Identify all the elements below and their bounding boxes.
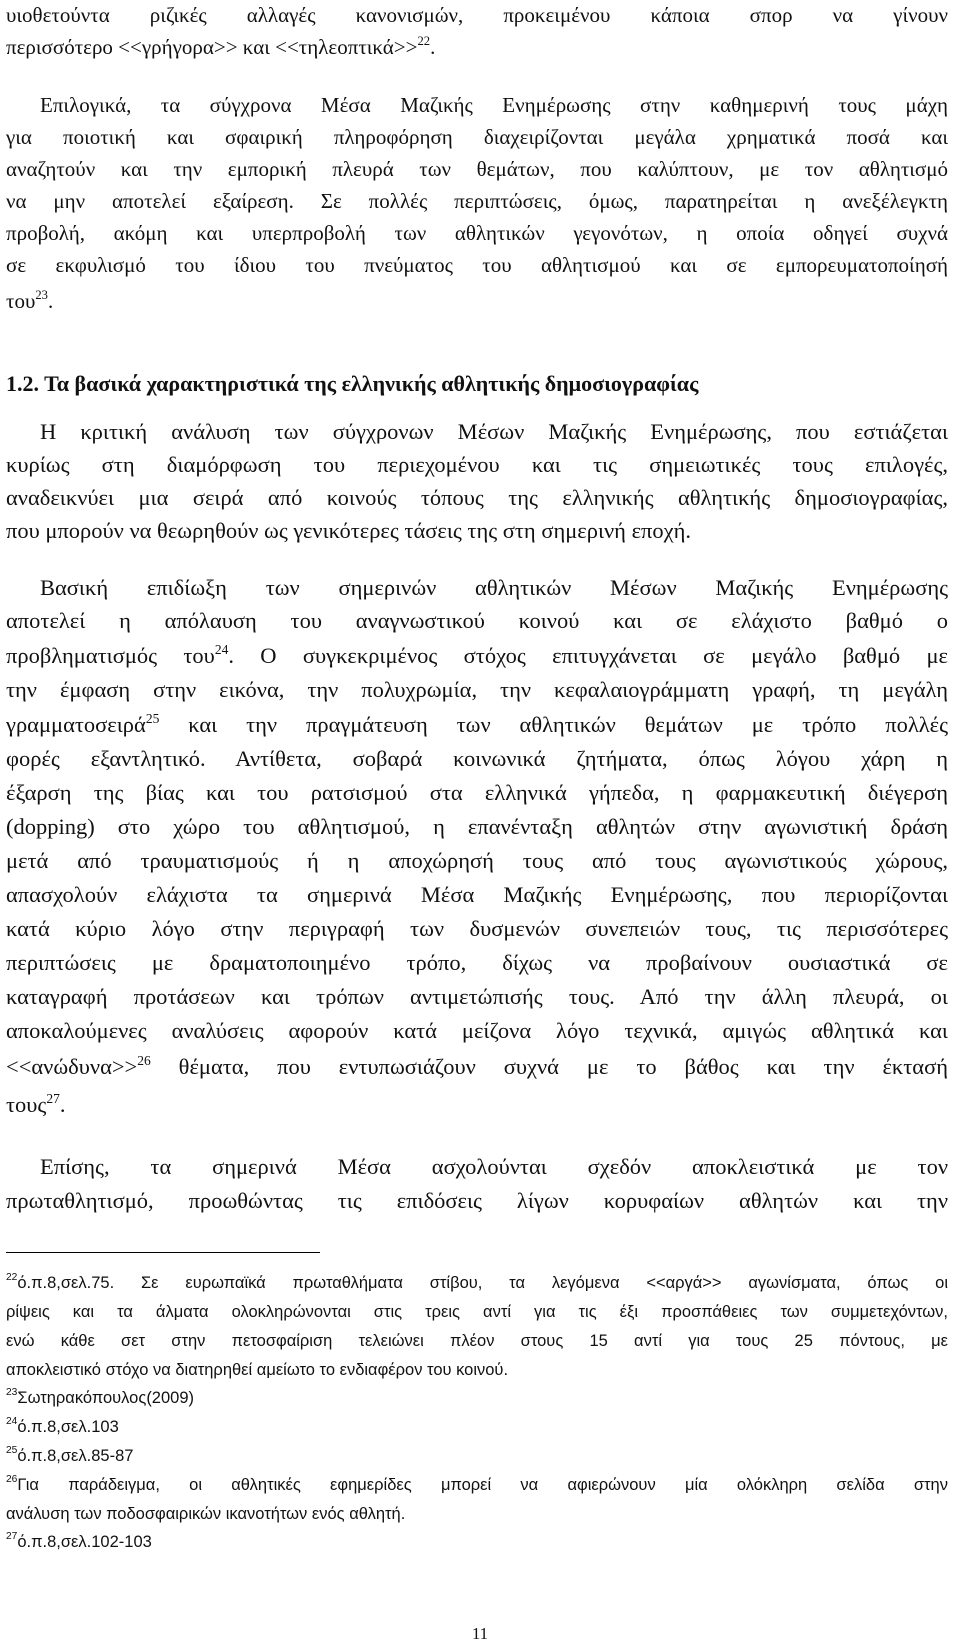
text-line: καταγραφή προτάσεων και τρόπων αντιμετώπισής τους. Από την άλλη πλευρά, οι <box>6 984 948 1009</box>
text-line: αναζητούν και την εμπορική πλευρά των θεμάτων, που καλύπτουν, με τον αθλητισμό <box>6 157 948 181</box>
text-line: Επιλογικά, τα σύγχρονα Μέσα Μαζικής Ενημέρωσης στην καθημερινή τους μάχη <box>40 93 948 117</box>
text-line: απασχολούν ελάχιστα τα σημερινά Μέσα Μαζικής Ενημέρωσης, που περιορίζονται <box>6 882 948 907</box>
text-line: την έμφαση στην εικόνα, την πολυχρωμία, την κεφαλαιογράμματη γραφή, τη μεγάλη <box>6 677 948 702</box>
footnote-ref[interactable]: 22 <box>417 34 431 48</box>
text-line: μετά από τραυματισμούς ή η αποχώρησή τους από τους αγωνιστικούς χώρους, <box>6 848 948 873</box>
text-line: για ποιοτική και σφαιρική πληροφόρηση διαχειρίζονται μεγάλα χρηματικά ποσά και <box>6 125 948 149</box>
text-line: Η κριτική ανάλυση των σύγχρονων Μέσων Μαζικής Ενημέρωσης, που εστιάζεται <box>40 419 948 444</box>
text-line: περισσότερο <<γρήγορα>> και <<τηλεοπτικά>>$^{22}$. <box>6 34 436 59</box>
text-line: έξαρση της βίας και του ρατσισμού στα ελληνικά γήπεδα, η φαρμακευτική διέγερση <box>6 780 948 805</box>
footnote-line: ανάλυση των ποδοσφαιρικών ικανοτήτων ενός αθλητή. <box>6 1505 406 1523</box>
footnote-ref[interactable]: 27 <box>46 1091 60 1106</box>
footnote-26: $^{26}$Για παράδειγμα, οι αθλητικές εφημερίδες μπορεί να αφιερώνουν μία ολόκληρη σελίδα στην <box>6 1474 948 1494</box>
text-line: που μπορούν να θεωρηθούν ως γενικότερες τάσεις της στη σημερινή εποχή. <box>6 518 692 543</box>
footnote-number: 23 <box>6 1387 18 1398</box>
footnote-number: 22 <box>6 1272 18 1283</box>
footnote-ref[interactable]: 24 <box>214 642 229 657</box>
text-line: αποκαλούμενες αναλύσεις αφορούν κατά μείζονα λόγο τεχνικά, αμιγώς αθλητικά και <box>6 1018 948 1043</box>
footnote-23: $^{23}$Σωτηρακόπουλος(2009) <box>6 1387 195 1407</box>
footnote-line: ενώ κάθε σετ στην πετοσφαίριση τελειώνει πλέον στους 15 αντί για τους 25 πόντους, με <box>6 1332 948 1350</box>
footnote-27: $^{27}$ό.π.8,σελ.102-103 <box>6 1531 152 1551</box>
text-line: πρωταθλητισμό, προωθώντας τις επιδόσεις λίγων κορυφαίων αθλητών και την <box>6 1188 948 1213</box>
footnote-line: ρίψεις και τα άλματα ολοκληρώνονται στις τρεις αντί για τις έξι προσπάθειες των συμμετεχόντων, <box>6 1303 948 1321</box>
text-line: Βασική επιδίωξη των σημερινών αθλητικών Μέσων Μαζικής Ενημέρωσης <box>40 575 948 600</box>
footnote-number: 25 <box>6 1445 18 1456</box>
text-line: κυρίως στη διαμόρφωση του περιεχομένου και τις σημειωτικές τους επιλογές, <box>6 452 948 477</box>
text-line: κατά κύριο λόγο στην περιγραφή των δυσμενών συνεπειών τους, τις περισσότερες <box>6 916 948 941</box>
text-line: προβληματισμός του$^{24}$. Ο συγκεκριμένος στόχος επιτυγχάνεται σε μεγάλο βαθμό με <box>6 642 948 668</box>
text-line: <<ανώδυνα>>$^{26}$ θέματα, που εντυπωσιάζουν συχνά με το βάθος και την έκτασή <box>6 1053 948 1079</box>
text-line: να μην αποτελεί εξαίρεση. Σε πολλές περιπτώσεις, όμως, παρατηρείται η ανεξέλεγκτη <box>6 189 948 213</box>
footnote-line: αποκλειστικό στόχο να διατηρηθεί αμείωτο το ενδιαφέρον του κοινού. <box>6 1361 509 1379</box>
text-line: σε εκφυλισμό του ίδιου του πνεύματος του αθλητισμού και σε εμπορευματοποίησή <box>6 253 948 277</box>
text-line: τους$^{27}$. <box>6 1091 66 1117</box>
text-line: φορές εξαντλητικό. Αντίθετα, σοβαρά κοινωνικά ζητήματα, όπως λόγου χάρη η <box>6 746 948 771</box>
footnote-number: 24 <box>6 1416 18 1427</box>
footnote-ref[interactable]: 26 <box>137 1053 151 1068</box>
section-heading: 1.2. Τα βασικά χαρακτηριστικά της ελληνικής αθλητικής δημοσιογραφίας <box>6 371 699 396</box>
text-line: υιοθετούντα ριζικές αλλαγές κανονισμών, προκειμένου κάποια σπορ να γίνουν <box>6 3 948 27</box>
text-line: γραμματοσειρά$^{25}$ και την πραγμάτευση των αθλητικών θεμάτων με τρόπο πολλές <box>6 711 948 737</box>
footnote-number: 27 <box>6 1531 18 1542</box>
footnote-ref[interactable]: 25 <box>145 711 160 726</box>
footnote-ref[interactable]: 23 <box>35 288 48 302</box>
footnote-22: $^{22}$ό.π.8,σελ.75. Σε ευρωπαϊκά πρωταθλήματα στίβου, τα λεγόμενα <<αργά>> αγωνίσματα, όπως οι <box>6 1272 948 1292</box>
text-line: αποτελεί η απόλαυση του αναγνωστικού κοινού και σε ελάχιστο βαθμό ο <box>6 608 948 633</box>
footnote-25: $^{25}$ό.π.8,σελ.85-87 <box>6 1445 134 1465</box>
text-line: του$^{23}$. <box>6 288 54 313</box>
footnote-separator <box>6 1252 320 1253</box>
text-line: προβολή, ακόμη και υπερπροβολή των αθλητικών γεγονότων, η οποία οδηγεί συχνά <box>6 221 948 245</box>
footnote-number: 26 <box>6 1474 18 1485</box>
page-number: 11 <box>471 1624 489 1643</box>
footnote-24: $^{24}$ό.π.8,σελ.103 <box>6 1416 119 1436</box>
text-line: Επίσης, τα σημερινά Μέσα ασχολούνται σχεδόν αποκλειστικά με τον <box>40 1154 948 1179</box>
text-line: αναδεικνύει μια σειρά από κοινούς τόπους της ελληνικής αθλητικής δημοσιογραφίας, <box>6 485 948 510</box>
text-line: περιπτώσεις με δραματοποιημένο τρόπο, δίχως να προβαίνουν ουσιαστικά σε <box>6 950 948 975</box>
text-line: (dopping) στο χώρο του αθλητισμού, η επανένταξη αθλητών στην αγωνιστική δράση <box>6 814 948 839</box>
